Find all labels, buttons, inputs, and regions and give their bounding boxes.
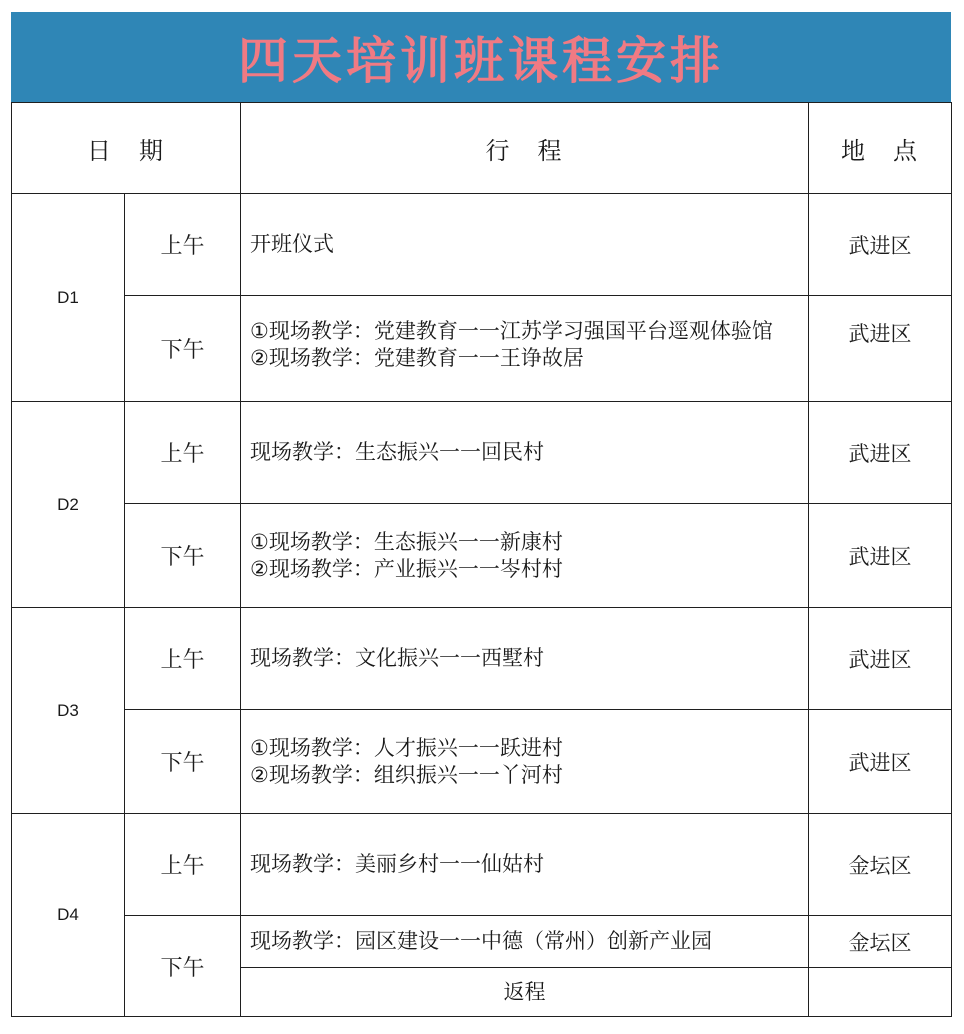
itinerary-cell — [241, 916, 809, 968]
itinerary-cell — [241, 968, 809, 1017]
location-cell: 金坛区 — [809, 814, 952, 916]
period-label: 上午 — [125, 608, 241, 710]
location-cell: 金坛区 — [809, 916, 952, 968]
itinerary-item: 开班仪式 — [250, 232, 334, 256]
period-label: 下午 — [125, 710, 241, 814]
table-row — [12, 814, 952, 916]
itinerary-cell — [241, 710, 809, 814]
page-title: 四天培训班课程安排 — [238, 32, 724, 90]
itinerary-item: ①现场教学：生态振兴一一新康村 — [250, 529, 563, 554]
location-cell: 武进区 — [809, 402, 952, 504]
table-row — [12, 296, 952, 402]
period-label: 上午 — [125, 194, 241, 296]
schedule-table — [11, 102, 952, 1017]
table-row — [12, 916, 952, 968]
itinerary-cell — [241, 194, 809, 296]
table-row — [12, 504, 952, 608]
itinerary-item: ①现场教学：人才振兴一一跃进村 — [250, 735, 563, 760]
itinerary-item-return: 返程 — [503, 979, 546, 1004]
period-label: 上午 — [125, 814, 241, 916]
itinerary-cell — [241, 814, 809, 916]
location-cell: 武进区 — [809, 608, 952, 710]
table-header-row — [12, 103, 952, 194]
itinerary-item: ②现场教学：组织振兴一一丫河村 — [250, 762, 563, 787]
header-date: 日 期 — [12, 103, 241, 194]
day-label: D3 — [12, 608, 125, 814]
itinerary-item: 现场教学：园区建设一一中德（常州）创新产业园 — [250, 929, 712, 953]
period-label: 下午 — [125, 504, 241, 608]
period-label: 下午 — [125, 296, 241, 402]
itinerary-cell — [241, 402, 809, 504]
location-cell: 武进区 — [809, 296, 952, 402]
location-cell: 武进区 — [809, 194, 952, 296]
itinerary-cell — [241, 608, 809, 710]
table-row — [12, 710, 952, 814]
itinerary-item: 现场教学：文化振兴一一西墅村 — [250, 646, 544, 670]
header-location: 地 点 — [809, 103, 952, 194]
itinerary-item: 现场教学：美丽乡村一一仙姑村 — [250, 852, 544, 876]
period-label: 下午 — [125, 916, 241, 1017]
header-itinerary: 行 程 — [241, 103, 809, 194]
day-label: D2 — [12, 402, 125, 608]
itinerary-item: 现场教学：生态振兴一一回民村 — [250, 440, 544, 464]
itinerary-item: ①现场教学：党建教育一一江苏学习强国平台逕观体验馆 — [250, 319, 773, 343]
itinerary-item: ②现场教学：产业振兴一一岑村村 — [250, 556, 563, 581]
itinerary-cell — [241, 504, 809, 608]
location-cell: 武进区 — [809, 504, 952, 608]
period-label: 上午 — [125, 402, 241, 504]
itinerary-cell — [241, 296, 809, 402]
itinerary-item: ②现场教学：党建教育一一王诤故居 — [250, 346, 584, 370]
title-banner — [11, 12, 951, 102]
table-row — [12, 608, 952, 710]
location-cell-empty — [809, 968, 952, 1017]
table-row — [12, 194, 952, 296]
day-label: D1 — [12, 194, 125, 402]
location-cell: 武进区 — [809, 710, 952, 814]
table-row — [12, 402, 952, 504]
day-label: D4 — [12, 814, 125, 1017]
